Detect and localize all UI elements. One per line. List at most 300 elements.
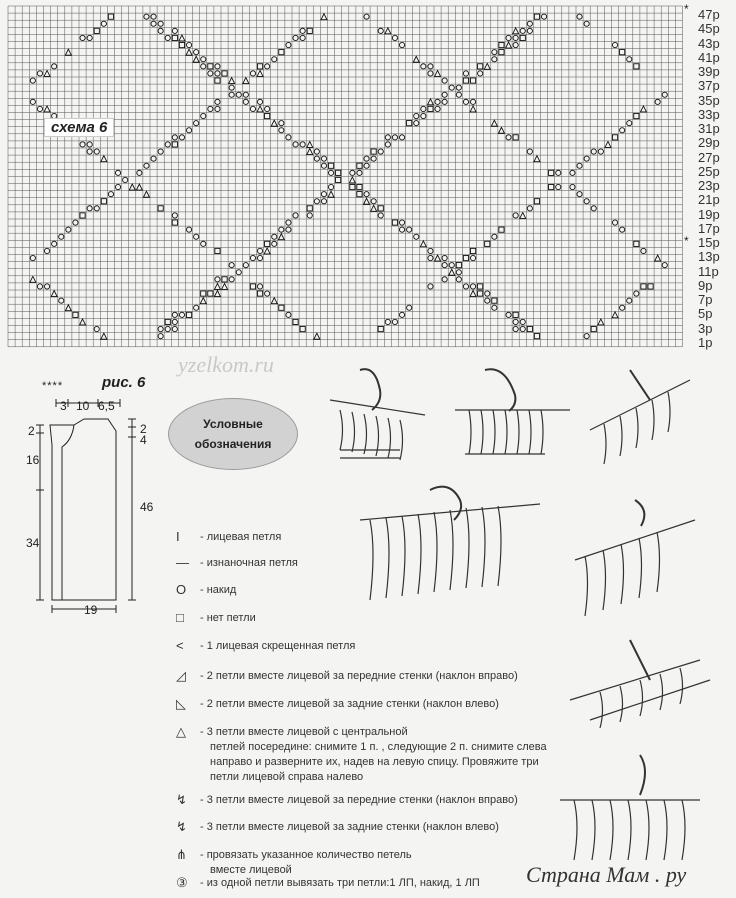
stitch-symbol bbox=[364, 192, 369, 197]
stitch-symbol bbox=[80, 213, 85, 218]
watermark: yzelkom.ru bbox=[178, 352, 274, 377]
stitch-symbol bbox=[158, 206, 163, 211]
stitch-symbol bbox=[52, 241, 57, 246]
legend-item bbox=[176, 611, 256, 626]
stitch-symbol bbox=[321, 192, 326, 197]
stitch-symbol bbox=[293, 319, 298, 324]
stitch-symbol bbox=[336, 177, 341, 182]
row-label: 35р bbox=[698, 92, 720, 108]
stitch-symbol bbox=[101, 333, 107, 339]
stitch-symbol bbox=[215, 99, 220, 104]
stitch-symbol bbox=[520, 28, 525, 33]
stitch-symbol bbox=[293, 213, 298, 218]
stitch-symbol bbox=[442, 78, 447, 83]
stitch-symbol bbox=[421, 113, 426, 118]
stitch-symbol bbox=[463, 71, 468, 76]
stitch-symbol bbox=[399, 227, 404, 232]
stitch-symbol bbox=[236, 92, 241, 97]
stitch-symbol bbox=[392, 35, 397, 40]
stitch-symbol bbox=[371, 156, 376, 161]
legend-symbol-icon: O bbox=[176, 582, 187, 597]
stitch-symbol bbox=[307, 206, 312, 211]
legend-symbol-icon: ⋔ bbox=[176, 847, 187, 862]
stitch-symbol bbox=[612, 220, 617, 225]
stitch-symbol bbox=[136, 184, 142, 190]
stitch-symbol bbox=[456, 85, 461, 90]
stitch-symbol bbox=[30, 276, 36, 282]
stitch-symbol bbox=[243, 78, 249, 84]
row-label: 47р bbox=[698, 7, 720, 22]
knitting-chart bbox=[0, 0, 736, 360]
stitch-symbol bbox=[271, 298, 277, 304]
stitch-symbol bbox=[151, 21, 156, 26]
stitch-symbol bbox=[194, 234, 199, 239]
legend-symbol-icon: ◿ bbox=[176, 668, 186, 683]
row-label: 21р bbox=[698, 192, 720, 208]
stitch-symbol bbox=[421, 106, 426, 111]
stitch-symbol bbox=[420, 241, 426, 247]
stitch-symbol bbox=[527, 206, 532, 211]
row-label: 29р bbox=[698, 135, 720, 151]
stitch-symbol bbox=[478, 64, 483, 69]
stitch-symbol bbox=[371, 205, 377, 211]
stitch-symbol bbox=[172, 135, 177, 140]
dim-right-4: 4 bbox=[140, 433, 147, 447]
stitch-symbol bbox=[286, 312, 291, 317]
stitch-symbol bbox=[236, 270, 241, 275]
stitch-symbol bbox=[201, 64, 206, 69]
stitch-symbol bbox=[108, 14, 113, 19]
stitch-symbol bbox=[463, 255, 468, 260]
stitch-symbol bbox=[257, 291, 262, 296]
stitch-symbol bbox=[584, 199, 589, 204]
stitch-symbol bbox=[272, 234, 277, 239]
stitch-symbol bbox=[158, 334, 163, 339]
stitch-symbol bbox=[87, 142, 92, 147]
stitch-symbol bbox=[229, 263, 234, 268]
stitch-symbol bbox=[428, 248, 433, 253]
stitch-symbol bbox=[286, 220, 291, 225]
stitch-symbol bbox=[201, 57, 206, 62]
stitch-symbol bbox=[264, 248, 270, 254]
stitch-symbol bbox=[194, 121, 199, 126]
stitch-symbol bbox=[172, 319, 177, 324]
stitch-symbol bbox=[279, 227, 284, 232]
stitch-symbol bbox=[44, 284, 49, 289]
stitch-symbol bbox=[399, 220, 404, 225]
legend-text: - провязать указанное количество петель bbox=[200, 849, 412, 861]
stitch-symbol bbox=[208, 71, 213, 76]
legend-text: - 3 петли вместе лицевой за передние стенки (наклон вправо) bbox=[200, 794, 518, 806]
legend-text: - 3 петли вместе лицевой с центральной bbox=[200, 726, 408, 738]
stitch-symbol bbox=[364, 163, 369, 168]
stitch-symbol bbox=[485, 241, 490, 246]
stitch-symbol bbox=[427, 99, 433, 105]
stitch-symbol bbox=[30, 78, 35, 83]
stitch-symbol bbox=[186, 312, 191, 317]
stitch-symbol bbox=[584, 156, 589, 161]
stitch-symbol bbox=[243, 263, 248, 268]
stitch-symbol bbox=[470, 106, 476, 112]
stitch-symbol bbox=[634, 64, 639, 69]
row-label: 45р bbox=[698, 21, 720, 37]
row-label: 23р bbox=[698, 178, 720, 193]
stitch-symbol bbox=[151, 14, 156, 19]
dim-left-34: 34 bbox=[26, 536, 40, 550]
stitch-symbol bbox=[278, 234, 284, 240]
stitch-symbol bbox=[378, 28, 383, 33]
row-marker-middle: * bbox=[684, 234, 689, 248]
stitch-symbol bbox=[357, 170, 362, 175]
dim-left-2: 2 bbox=[28, 424, 35, 438]
stitch-symbol bbox=[442, 277, 447, 282]
stitch-symbol bbox=[463, 284, 468, 289]
stitch-symbol bbox=[307, 213, 312, 218]
stitch-symbol bbox=[627, 57, 632, 62]
stitch-symbol bbox=[286, 227, 291, 232]
stitch-symbol bbox=[172, 326, 177, 331]
stitch-symbol bbox=[321, 14, 327, 20]
stitch-symbol bbox=[158, 326, 163, 331]
stitch-symbol bbox=[357, 192, 362, 197]
stitch-symbol bbox=[470, 291, 476, 297]
stitch-symbol bbox=[257, 248, 262, 253]
stitch-symbol bbox=[101, 199, 106, 204]
illustration-7 bbox=[560, 755, 700, 860]
stitch-symbol bbox=[300, 35, 305, 40]
stitch-symbol bbox=[506, 35, 511, 40]
row-label: 25р bbox=[698, 163, 720, 179]
stitch-symbol bbox=[30, 99, 35, 104]
stitch-symbol bbox=[584, 21, 589, 26]
legend-text: - из одной петли вывязать три петли:1 ЛП, накид, 1 ЛП bbox=[200, 877, 480, 889]
stitch-symbol bbox=[549, 184, 554, 189]
stitch-symbol bbox=[470, 248, 475, 253]
legend-symbol-icon: ↯ bbox=[176, 792, 187, 807]
stitch-symbol bbox=[513, 35, 518, 40]
stitch-symbol bbox=[492, 305, 497, 310]
stitch-symbol bbox=[179, 35, 185, 41]
stitch-symbol bbox=[641, 248, 646, 253]
stitch-symbol bbox=[201, 113, 206, 118]
stitch-symbol bbox=[428, 71, 433, 76]
stitch-symbol bbox=[435, 70, 441, 76]
row-label: 27р bbox=[698, 149, 720, 165]
stitch-symbol bbox=[215, 71, 220, 76]
stitch-symbol bbox=[215, 64, 220, 69]
stitch-symbol bbox=[485, 291, 490, 296]
legend-text-continued: вместе лицевой bbox=[210, 864, 292, 876]
stitch-symbol bbox=[73, 220, 78, 225]
legend-symbol-icon: I bbox=[176, 529, 180, 544]
dim-bottom-19: 19 bbox=[84, 603, 98, 617]
stitch-symbol bbox=[257, 284, 262, 289]
stitch-symbol bbox=[499, 50, 504, 55]
stitch-symbol bbox=[591, 149, 596, 154]
stitch-symbol bbox=[271, 120, 277, 126]
stitch-symbol bbox=[115, 170, 120, 175]
stitch-symbol bbox=[513, 312, 518, 317]
stitch-symbol bbox=[620, 227, 625, 232]
illustration-3 bbox=[590, 370, 690, 464]
dim-right-46: 46 bbox=[140, 500, 154, 514]
stitch-symbol bbox=[442, 263, 447, 268]
legend-text: - нет петли bbox=[200, 612, 256, 624]
stitch-symbol bbox=[612, 42, 617, 47]
legend-symbol-icon: ◺ bbox=[176, 696, 186, 711]
stitch-symbol bbox=[250, 106, 255, 111]
illustration-4 bbox=[360, 487, 540, 600]
stitch-symbol bbox=[413, 56, 419, 62]
stitch-symbol bbox=[591, 326, 596, 331]
stitch-symbol bbox=[407, 227, 412, 232]
legend-text-continued: петлей посередине: снимите 1 п. , следующие 2 п. снимите слева направо и разверните их, надев на левую спицу. Провяжите три петли лицевой справа налево bbox=[210, 741, 547, 783]
stitch-symbol bbox=[499, 227, 504, 232]
stitch-symbol bbox=[570, 184, 575, 189]
legend-title bbox=[168, 398, 298, 470]
legend-text: - 2 петли вместе лицевой за передние стенки (наклон вправо) bbox=[200, 670, 518, 682]
stitch-symbol bbox=[407, 121, 412, 126]
stitch-symbol bbox=[243, 99, 248, 104]
stitch-symbol bbox=[378, 213, 383, 218]
stitch-symbol bbox=[321, 163, 326, 168]
stitch-symbol bbox=[605, 141, 611, 147]
stitch-symbol bbox=[399, 312, 404, 317]
illustration-1 bbox=[330, 369, 425, 460]
illustration-6 bbox=[570, 640, 710, 728]
stitch-symbol bbox=[385, 319, 390, 324]
stitch-symbol bbox=[37, 284, 42, 289]
stitch-symbol bbox=[428, 64, 433, 69]
stitch-symbol bbox=[627, 298, 632, 303]
stitch-symbol bbox=[144, 163, 149, 168]
stitch-symbol bbox=[44, 248, 49, 253]
stitch-symbol bbox=[272, 57, 277, 62]
legend-symbol-icon: □ bbox=[176, 610, 184, 625]
stitch-symbol bbox=[165, 142, 170, 147]
stitch-symbol bbox=[123, 177, 128, 182]
stitch-symbol bbox=[634, 241, 639, 246]
row-marker-top: * bbox=[684, 2, 689, 16]
stitch-symbol bbox=[456, 270, 461, 275]
stitch-symbol bbox=[243, 92, 248, 97]
stitch-symbol bbox=[506, 312, 511, 317]
legend-item bbox=[176, 583, 236, 598]
stitch-symbol bbox=[257, 99, 262, 104]
stitch-symbol bbox=[87, 149, 92, 154]
stitch-symbol bbox=[51, 291, 57, 297]
stitch-symbol bbox=[641, 284, 646, 289]
stitch-symbol bbox=[634, 291, 639, 296]
stitch-symbol bbox=[399, 135, 404, 140]
legend-text: - изнаночная петля bbox=[200, 557, 298, 569]
stitch-symbol bbox=[414, 113, 419, 118]
stitch-symbol bbox=[456, 277, 461, 282]
stitch-symbol bbox=[250, 71, 255, 76]
stitch-symbol bbox=[37, 106, 42, 111]
row-label: 17р bbox=[698, 220, 720, 236]
stitch-symbol bbox=[65, 49, 71, 55]
stitch-symbol bbox=[612, 312, 618, 318]
stitch-symbol bbox=[513, 42, 518, 47]
stitch-symbol bbox=[556, 170, 561, 175]
stitch-symbol bbox=[59, 298, 64, 303]
stitch-symbol bbox=[257, 70, 263, 76]
stitch-symbol bbox=[328, 170, 333, 175]
stitch-symbol bbox=[385, 142, 390, 147]
stitch-symbol bbox=[80, 142, 85, 147]
legend-title-line2: обозначения bbox=[194, 437, 272, 451]
stitch-symbol bbox=[186, 128, 191, 133]
stitch-symbol bbox=[215, 277, 220, 282]
stitch-symbol bbox=[499, 42, 504, 47]
stitch-symbol bbox=[648, 284, 653, 289]
dim-top-10: 10 bbox=[76, 399, 90, 413]
stitch-symbol bbox=[73, 312, 78, 317]
stitch-symbol bbox=[513, 213, 518, 218]
stitch-symbol bbox=[584, 334, 589, 339]
stitch-symbol bbox=[371, 199, 376, 204]
stitch-symbol bbox=[449, 85, 454, 90]
stitch-symbol bbox=[478, 291, 483, 296]
stitch-symbol bbox=[186, 49, 192, 55]
stitch-symbol bbox=[179, 312, 184, 317]
stitch-symbol bbox=[470, 255, 475, 260]
stitch-symbol bbox=[484, 63, 490, 69]
stitch-symbol bbox=[350, 170, 355, 175]
row-label: 41р bbox=[698, 49, 720, 65]
stitch-symbol bbox=[87, 35, 92, 40]
stitch-symbol bbox=[349, 177, 355, 183]
stitch-symbol bbox=[392, 319, 397, 324]
stitch-symbol bbox=[293, 142, 298, 147]
row-label: 33р bbox=[698, 106, 720, 122]
stitch-symbol bbox=[328, 163, 333, 168]
stitch-symbol bbox=[385, 135, 390, 140]
stitch-symbol bbox=[307, 141, 313, 147]
stitch-symbol bbox=[300, 28, 305, 33]
stitch-symbol bbox=[158, 21, 163, 26]
stitch-symbol bbox=[620, 128, 625, 133]
stitch-symbol bbox=[250, 284, 255, 289]
stitch-symbol bbox=[158, 28, 163, 33]
stitch-symbol bbox=[350, 184, 355, 189]
stitch-symbol bbox=[549, 170, 554, 175]
stitch-symbol bbox=[229, 92, 234, 97]
stitch-symbol bbox=[442, 255, 447, 260]
legend-text: - лицевая петля bbox=[200, 531, 282, 543]
stitch-symbol bbox=[364, 198, 370, 204]
illustration-2 bbox=[455, 369, 570, 454]
stitch-symbol bbox=[158, 149, 163, 154]
row-label: 43р bbox=[698, 35, 720, 51]
stitch-symbol bbox=[165, 35, 170, 40]
stitch-symbol bbox=[214, 283, 220, 289]
stitch-symbol bbox=[286, 135, 291, 140]
stitch-symbol bbox=[229, 277, 234, 282]
stitch-symbol bbox=[59, 234, 64, 239]
stitch-symbol bbox=[179, 42, 184, 47]
stitch-symbol bbox=[662, 263, 667, 268]
stitch-symbol bbox=[314, 199, 319, 204]
row-label: 19р bbox=[698, 206, 720, 222]
row-label: 15р bbox=[698, 235, 720, 250]
stitch-symbol bbox=[165, 326, 170, 331]
stitch-symbol bbox=[94, 28, 99, 33]
stitch-symbol bbox=[314, 149, 319, 154]
stitch-symbol bbox=[591, 206, 596, 211]
stitch-symbol bbox=[279, 128, 284, 133]
stitch-symbol bbox=[620, 305, 625, 310]
stitch-symbol bbox=[534, 14, 539, 19]
stitch-symbol bbox=[94, 206, 99, 211]
stitch-symbol bbox=[491, 120, 497, 126]
stitch-symbol bbox=[208, 291, 213, 296]
stitch-symbol bbox=[265, 113, 270, 118]
stitch-symbol bbox=[620, 50, 625, 55]
stitch-symbol bbox=[172, 35, 177, 40]
stitch-symbol bbox=[442, 99, 447, 104]
stitch-symbol bbox=[414, 234, 419, 239]
stitch-symbol bbox=[428, 255, 433, 260]
stitch-symbol bbox=[215, 78, 220, 83]
legend-title-line1: Условные bbox=[203, 417, 263, 431]
stitch-symbol bbox=[172, 312, 177, 317]
row-label: 31р bbox=[698, 121, 720, 136]
site-logo: Страна Мам . ру bbox=[526, 862, 687, 887]
stitch-symbol bbox=[80, 319, 86, 325]
stitch-symbol bbox=[428, 106, 433, 111]
stitch-symbol bbox=[165, 319, 170, 324]
stitch-symbol bbox=[541, 14, 546, 19]
stitch-symbol bbox=[449, 269, 455, 275]
dim-right-2: 2 bbox=[140, 422, 147, 436]
row-label: 1р bbox=[698, 334, 713, 350]
legend-text: - 1 лицевая скрещенная петля bbox=[200, 640, 356, 652]
stitch-symbol bbox=[577, 163, 582, 168]
stitch-symbol bbox=[307, 149, 313, 155]
stitch-symbol bbox=[215, 106, 220, 111]
stitch-symbol bbox=[378, 206, 383, 211]
stitch-symbol bbox=[449, 263, 454, 268]
stitch-symbol bbox=[378, 326, 383, 331]
stitch-symbol bbox=[527, 149, 532, 154]
stitch-symbol bbox=[279, 50, 284, 55]
row-label: 5р bbox=[698, 306, 713, 322]
stitch-symbol bbox=[229, 85, 234, 90]
stitch-symbol bbox=[172, 213, 177, 218]
stitch-symbol bbox=[527, 326, 532, 331]
illustration-5 bbox=[575, 500, 695, 616]
chart-title: схема 6 bbox=[44, 118, 114, 137]
stitch-symbol bbox=[478, 284, 483, 289]
stitch-symbol bbox=[598, 149, 603, 154]
stitch-symbol bbox=[364, 14, 369, 19]
stitch-symbol bbox=[392, 220, 397, 225]
stitch-symbol bbox=[655, 99, 660, 104]
stitch-symbol bbox=[328, 191, 334, 197]
stitch-symbol bbox=[208, 106, 213, 111]
stitch-symbol bbox=[598, 319, 604, 325]
stitch-symbol bbox=[527, 21, 532, 26]
stitch-symbol bbox=[485, 298, 490, 303]
stitch-symbol bbox=[186, 227, 191, 232]
stitch-symbol bbox=[186, 42, 191, 47]
stitch-symbol bbox=[87, 206, 92, 211]
row-label: 7р bbox=[698, 292, 713, 307]
stitch-symbol bbox=[257, 64, 262, 69]
stitch-symbol bbox=[229, 78, 235, 84]
